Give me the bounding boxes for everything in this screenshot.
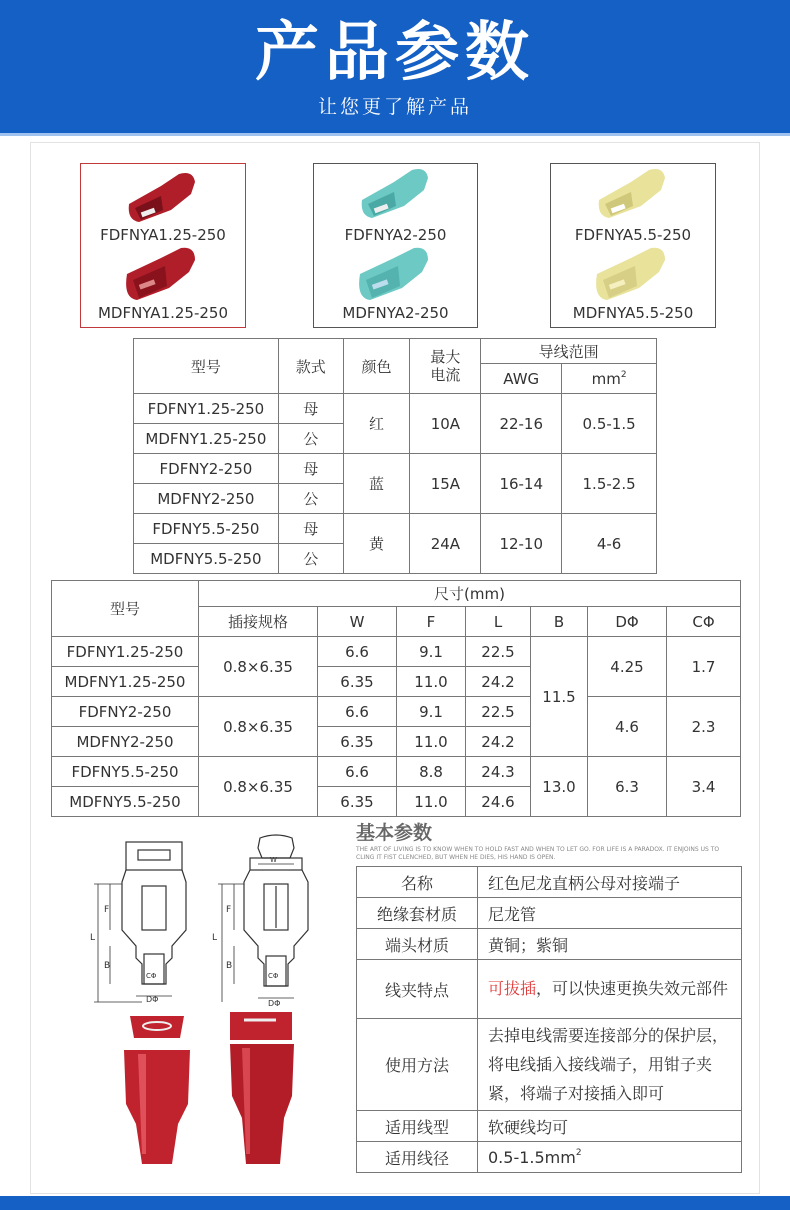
cell-f: 11.0 <box>397 727 466 757</box>
col-b: B <box>531 607 588 637</box>
cell-current: 10A <box>410 394 481 454</box>
cell-model: MDFNY2-250 <box>52 727 199 757</box>
male-terminal-icon <box>121 244 201 304</box>
male-terminal-icon <box>591 244 671 304</box>
product-bottom-label: MDFNYA5.5-250 <box>572 304 694 322</box>
product-top-label: FDFNYA5.5-250 <box>574 226 692 244</box>
param-value: 红色尼龙直柄公母对接端子 <box>478 867 742 898</box>
cell-model: MDFNY1.25-250 <box>52 667 199 697</box>
cell-w: 6.6 <box>318 637 397 667</box>
param-label: 线夹特点 <box>357 960 478 1019</box>
cell-w: 6.6 <box>318 697 397 727</box>
cell-w: 6.35 <box>318 667 397 697</box>
col-current: 最大 电流 <box>410 339 481 394</box>
param-value: $0.5-1.5mm^2$ <box>478 1142 742 1173</box>
cell-awg: 22-16 <box>481 394 562 454</box>
dim-label-c: CΦ <box>268 972 279 980</box>
table-row <box>357 929 742 960</box>
cell-d: 4.25 <box>588 637 667 697</box>
param-label: 适用线型 <box>357 1111 478 1142</box>
cell-c: 2.3 <box>667 697 741 757</box>
table-row <box>52 637 741 667</box>
product-card-3[interactable] <box>550 163 716 328</box>
basic-params-subtitle: THE ART OF LIVING IS TO KNOW WHEN TO HOLD FAST AND WHEN TO LET GO. FOR LIFE IS A PARADOX. IT ENJOINS US TO CLING IT FIST CLENCHED, BUT WHEN HE DIES, HIS HAND IS OPEN. <box>356 846 720 861</box>
col-wire-range: 导线范围 <box>481 339 657 364</box>
basic-params-table <box>356 866 742 1173</box>
param-value: 去掉电线需要连接部分的保护层，将电线插入接线端子，用钳子夹紧，将端子对接插入即可 <box>478 1019 742 1111</box>
table-row <box>134 394 657 424</box>
cell-model: MDFNY5.5-250 <box>134 544 279 574</box>
table-row <box>134 454 657 484</box>
page-title: 产品参数 <box>255 16 535 90</box>
col-size: 尺寸(mm) <box>199 581 741 607</box>
product-top-label: FDFNYA1.25-250 <box>100 226 226 244</box>
dim-label-l: L <box>90 933 96 943</box>
cell-model: FDFNY2-250 <box>52 697 199 727</box>
cell-model: FDFNY1.25-250 <box>52 637 199 667</box>
cell-f: 8.8 <box>397 757 466 787</box>
cell-l: 24.6 <box>466 787 531 817</box>
basic-params-title: 基本参数 <box>356 822 433 844</box>
col-c: CΦ <box>667 607 741 637</box>
dim-label-f: F <box>226 905 232 915</box>
col-mm: $mm^2$ <box>562 364 657 394</box>
param-label: 使用方法 <box>357 1019 478 1111</box>
dim-label-b: B <box>226 961 233 971</box>
cell-color: 黄 <box>343 514 410 574</box>
male-dimension-lines <box>218 864 294 1002</box>
table-row <box>357 1142 742 1173</box>
female-terminal-icon <box>354 166 434 226</box>
col-w: W <box>318 607 397 637</box>
product-bottom-label: MDFNYA2-250 <box>342 304 449 322</box>
cell-style: 母 <box>278 454 343 484</box>
cell-d: 4.6 <box>588 697 667 757</box>
col-model: 型号 <box>52 581 199 637</box>
param-label: 绝缘套材质 <box>357 898 478 929</box>
cell-model: MDFNY1.25-250 <box>134 424 279 454</box>
cell-b: 13.0 <box>531 757 588 817</box>
cell-l: 24.2 <box>466 727 531 757</box>
col-d: DΦ <box>588 607 667 637</box>
table-row <box>357 960 742 1019</box>
dim-label-f: F <box>104 905 110 915</box>
cell-f: 11.0 <box>397 787 466 817</box>
cell-model: MDFNY5.5-250 <box>52 787 199 817</box>
table-row <box>134 514 657 544</box>
cell-color: 红 <box>343 394 410 454</box>
col-style: 款式 <box>278 339 343 394</box>
cell-model: FDFNY1.25-250 <box>134 394 279 424</box>
male-terminal-icon <box>354 244 434 304</box>
param-label: 端头材质 <box>357 929 478 960</box>
cell-d: 6.3 <box>588 757 667 817</box>
cell-c: 3.4 <box>667 757 741 817</box>
table-row <box>357 1019 742 1111</box>
table-row <box>357 898 742 929</box>
cell-l: 22.5 <box>466 697 531 727</box>
cell-l: 24.3 <box>466 757 531 787</box>
col-f: F <box>397 607 466 637</box>
dim-label-l: L <box>212 933 218 943</box>
dimension-table <box>51 580 741 817</box>
cell-style: 母 <box>278 394 343 424</box>
cell-w: 6.6 <box>318 757 397 787</box>
param-value: 黄铜；紫铜 <box>478 929 742 960</box>
param-label: 名称 <box>357 867 478 898</box>
cell-model: FDFNY2-250 <box>134 454 279 484</box>
product-bottom-label: MDFNYA1.25-250 <box>97 304 229 322</box>
cell-f: 9.1 <box>397 697 466 727</box>
footer-strip <box>0 1196 790 1210</box>
cell-f: 11.0 <box>397 667 466 697</box>
table-row <box>357 867 742 898</box>
dim-label-d: DΦ <box>268 999 281 1008</box>
product-card-2[interactable] <box>313 163 478 328</box>
cell-spec: 0.8×6.35 <box>199 697 318 757</box>
col-spec: 插接规格 <box>199 607 318 637</box>
param-label: 适用线径 <box>357 1142 478 1173</box>
female-terminal-icon <box>121 170 201 230</box>
param-value: 可拔插，可以快速更换失效元部件 <box>478 960 742 1019</box>
product-top-label: FDFNYA2-250 <box>344 226 447 244</box>
cell-w: 6.35 <box>318 727 397 757</box>
product-card-1[interactable] <box>80 163 246 328</box>
cell-model: MDFNY2-250 <box>134 484 279 514</box>
cell-model: FDFNY5.5-250 <box>134 514 279 544</box>
female-terminal-outline <box>122 842 186 984</box>
cell-f: 9.1 <box>397 637 466 667</box>
col-awg: AWG <box>481 364 562 394</box>
header-banner <box>0 0 790 133</box>
cell-spec: 0.8×6.35 <box>199 637 318 697</box>
cell-l: 24.2 <box>466 667 531 697</box>
cell-awg: 12-10 <box>481 514 562 574</box>
male-terminal-photo <box>230 1012 294 1164</box>
cell-style: 公 <box>278 544 343 574</box>
cell-style: 公 <box>278 424 343 454</box>
cell-current: 15A <box>410 454 481 514</box>
page-subtitle: 让您更了解产品 <box>317 96 472 118</box>
cell-current: 24A <box>410 514 481 574</box>
table-row <box>52 697 741 727</box>
cell-awg: 16-14 <box>481 454 562 514</box>
dim-label-c: CΦ <box>146 972 157 980</box>
cell-c: 1.7 <box>667 637 741 697</box>
dim-label-b: B <box>104 961 111 971</box>
dim-label-d: DΦ <box>146 995 159 1004</box>
female-terminal-icon <box>591 166 671 226</box>
cell-mm: 0.5-1.5 <box>562 394 657 454</box>
header-divider <box>0 133 790 136</box>
cell-model: FDFNY5.5-250 <box>52 757 199 787</box>
cell-style: 公 <box>278 484 343 514</box>
female-terminal-photo <box>124 1016 190 1164</box>
terminal-drawing <box>80 834 320 1170</box>
table-row <box>52 757 741 787</box>
col-l: L <box>466 607 531 637</box>
cell-color: 蓝 <box>343 454 410 514</box>
cell-mm: 1.5-2.5 <box>562 454 657 514</box>
cell-spec: 0.8×6.35 <box>199 757 318 817</box>
col-color: 颜色 <box>343 339 410 394</box>
table-row <box>357 1111 742 1142</box>
cell-l: 22.5 <box>466 637 531 667</box>
cell-w: 6.35 <box>318 787 397 817</box>
cell-mm: 4-6 <box>562 514 657 574</box>
cell-b: 11.5 <box>531 637 588 757</box>
param-value: 尼龙管 <box>478 898 742 929</box>
dim-label-w: W <box>270 856 277 864</box>
spec-table <box>133 338 657 574</box>
col-model: 型号 <box>134 339 279 394</box>
param-value: 软硬线均可 <box>478 1111 742 1142</box>
cell-style: 母 <box>278 514 343 544</box>
